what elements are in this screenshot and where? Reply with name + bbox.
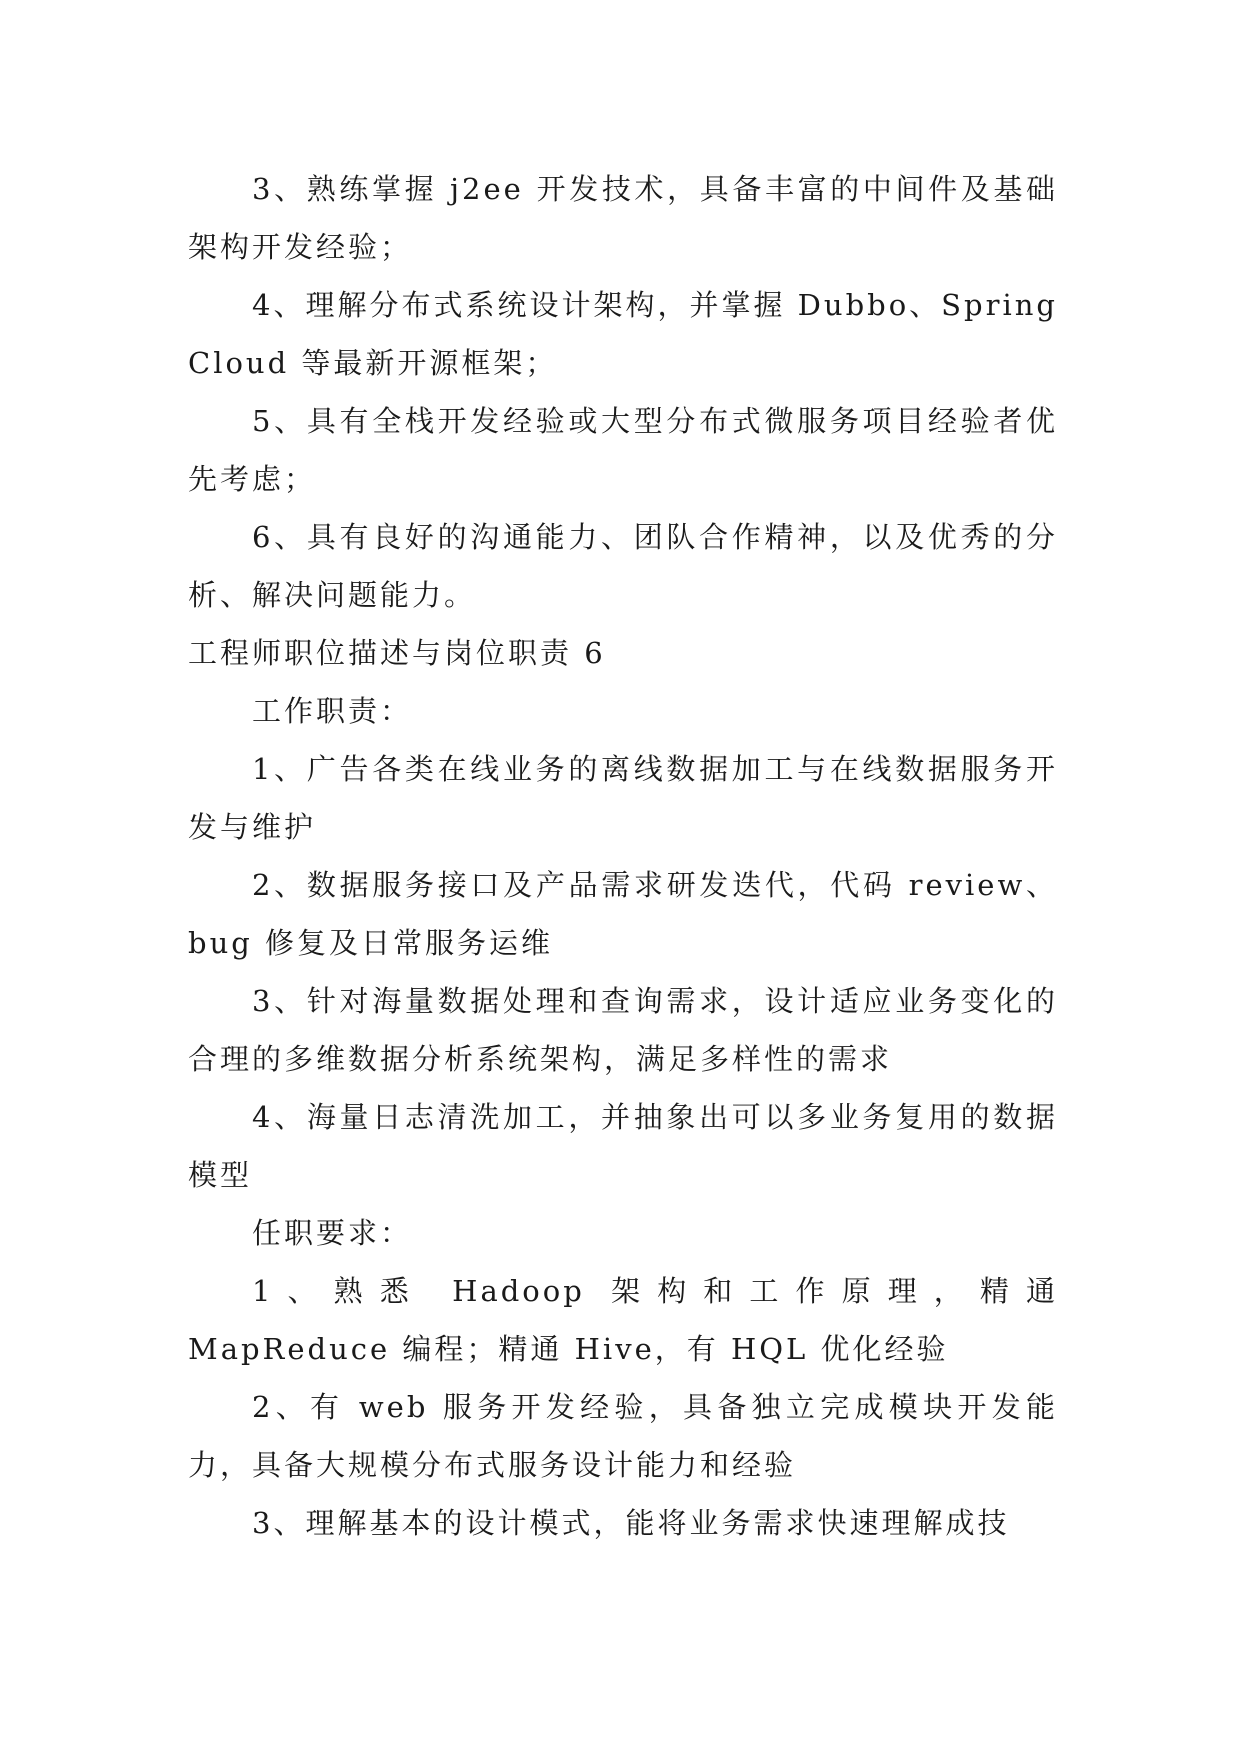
subsection-label: 任职要求：: [252, 1216, 413, 1250]
list-item: 4、海量日志清洗加工，并抽象出可以多业务复用的数据模型: [188, 1100, 1058, 1192]
section-heading: 工程师职位描述与岗位职责 6: [188, 636, 606, 670]
list-item: 3、理解基本的设计模式，能将业务需求快速理解成技: [252, 1506, 1010, 1540]
list-item: 1、广告各类在线业务的离线数据加工与在线数据服务开发与维护: [188, 752, 1058, 844]
list-item: 5、具有全栈开发经验或大型分布式微服务项目经验者优先考虑；: [188, 404, 1058, 496]
list-item: 2、数据服务接口及产品需求研发迭代，代码 review、bug 修复及日常服务运维: [188, 868, 1058, 960]
subsection-label: 工作职责：: [252, 694, 413, 728]
list-item: 6、具有良好的沟通能力、团队合作精神，以及优秀的分析、解决问题能力。: [188, 520, 1058, 612]
list-item: 1、熟悉 Hadoop 架构和工作原理，精通 MapReduce 编程；精通 Hive，有 HQL 优化经验: [188, 1274, 1058, 1366]
list-item: 4、理解分布式系统设计架构，并掌握 Dubbo、Spring Cloud 等最新开源框架；: [188, 288, 1058, 380]
list-item: 3、针对海量数据处理和查询需求，设计适应业务变化的合理的多维数据分析系统架构，满足多样性的需求: [188, 984, 1058, 1076]
document-body: [188, 160, 1058, 1552]
list-item: 2、有 web 服务开发经验，具备独立完成模块开发能力，具备大规模分布式服务设计能力和经验: [188, 1390, 1058, 1482]
list-item: 3、熟练掌握 j2ee 开发技术，具备丰富的中间件及基础架构开发经验；: [188, 172, 1058, 264]
